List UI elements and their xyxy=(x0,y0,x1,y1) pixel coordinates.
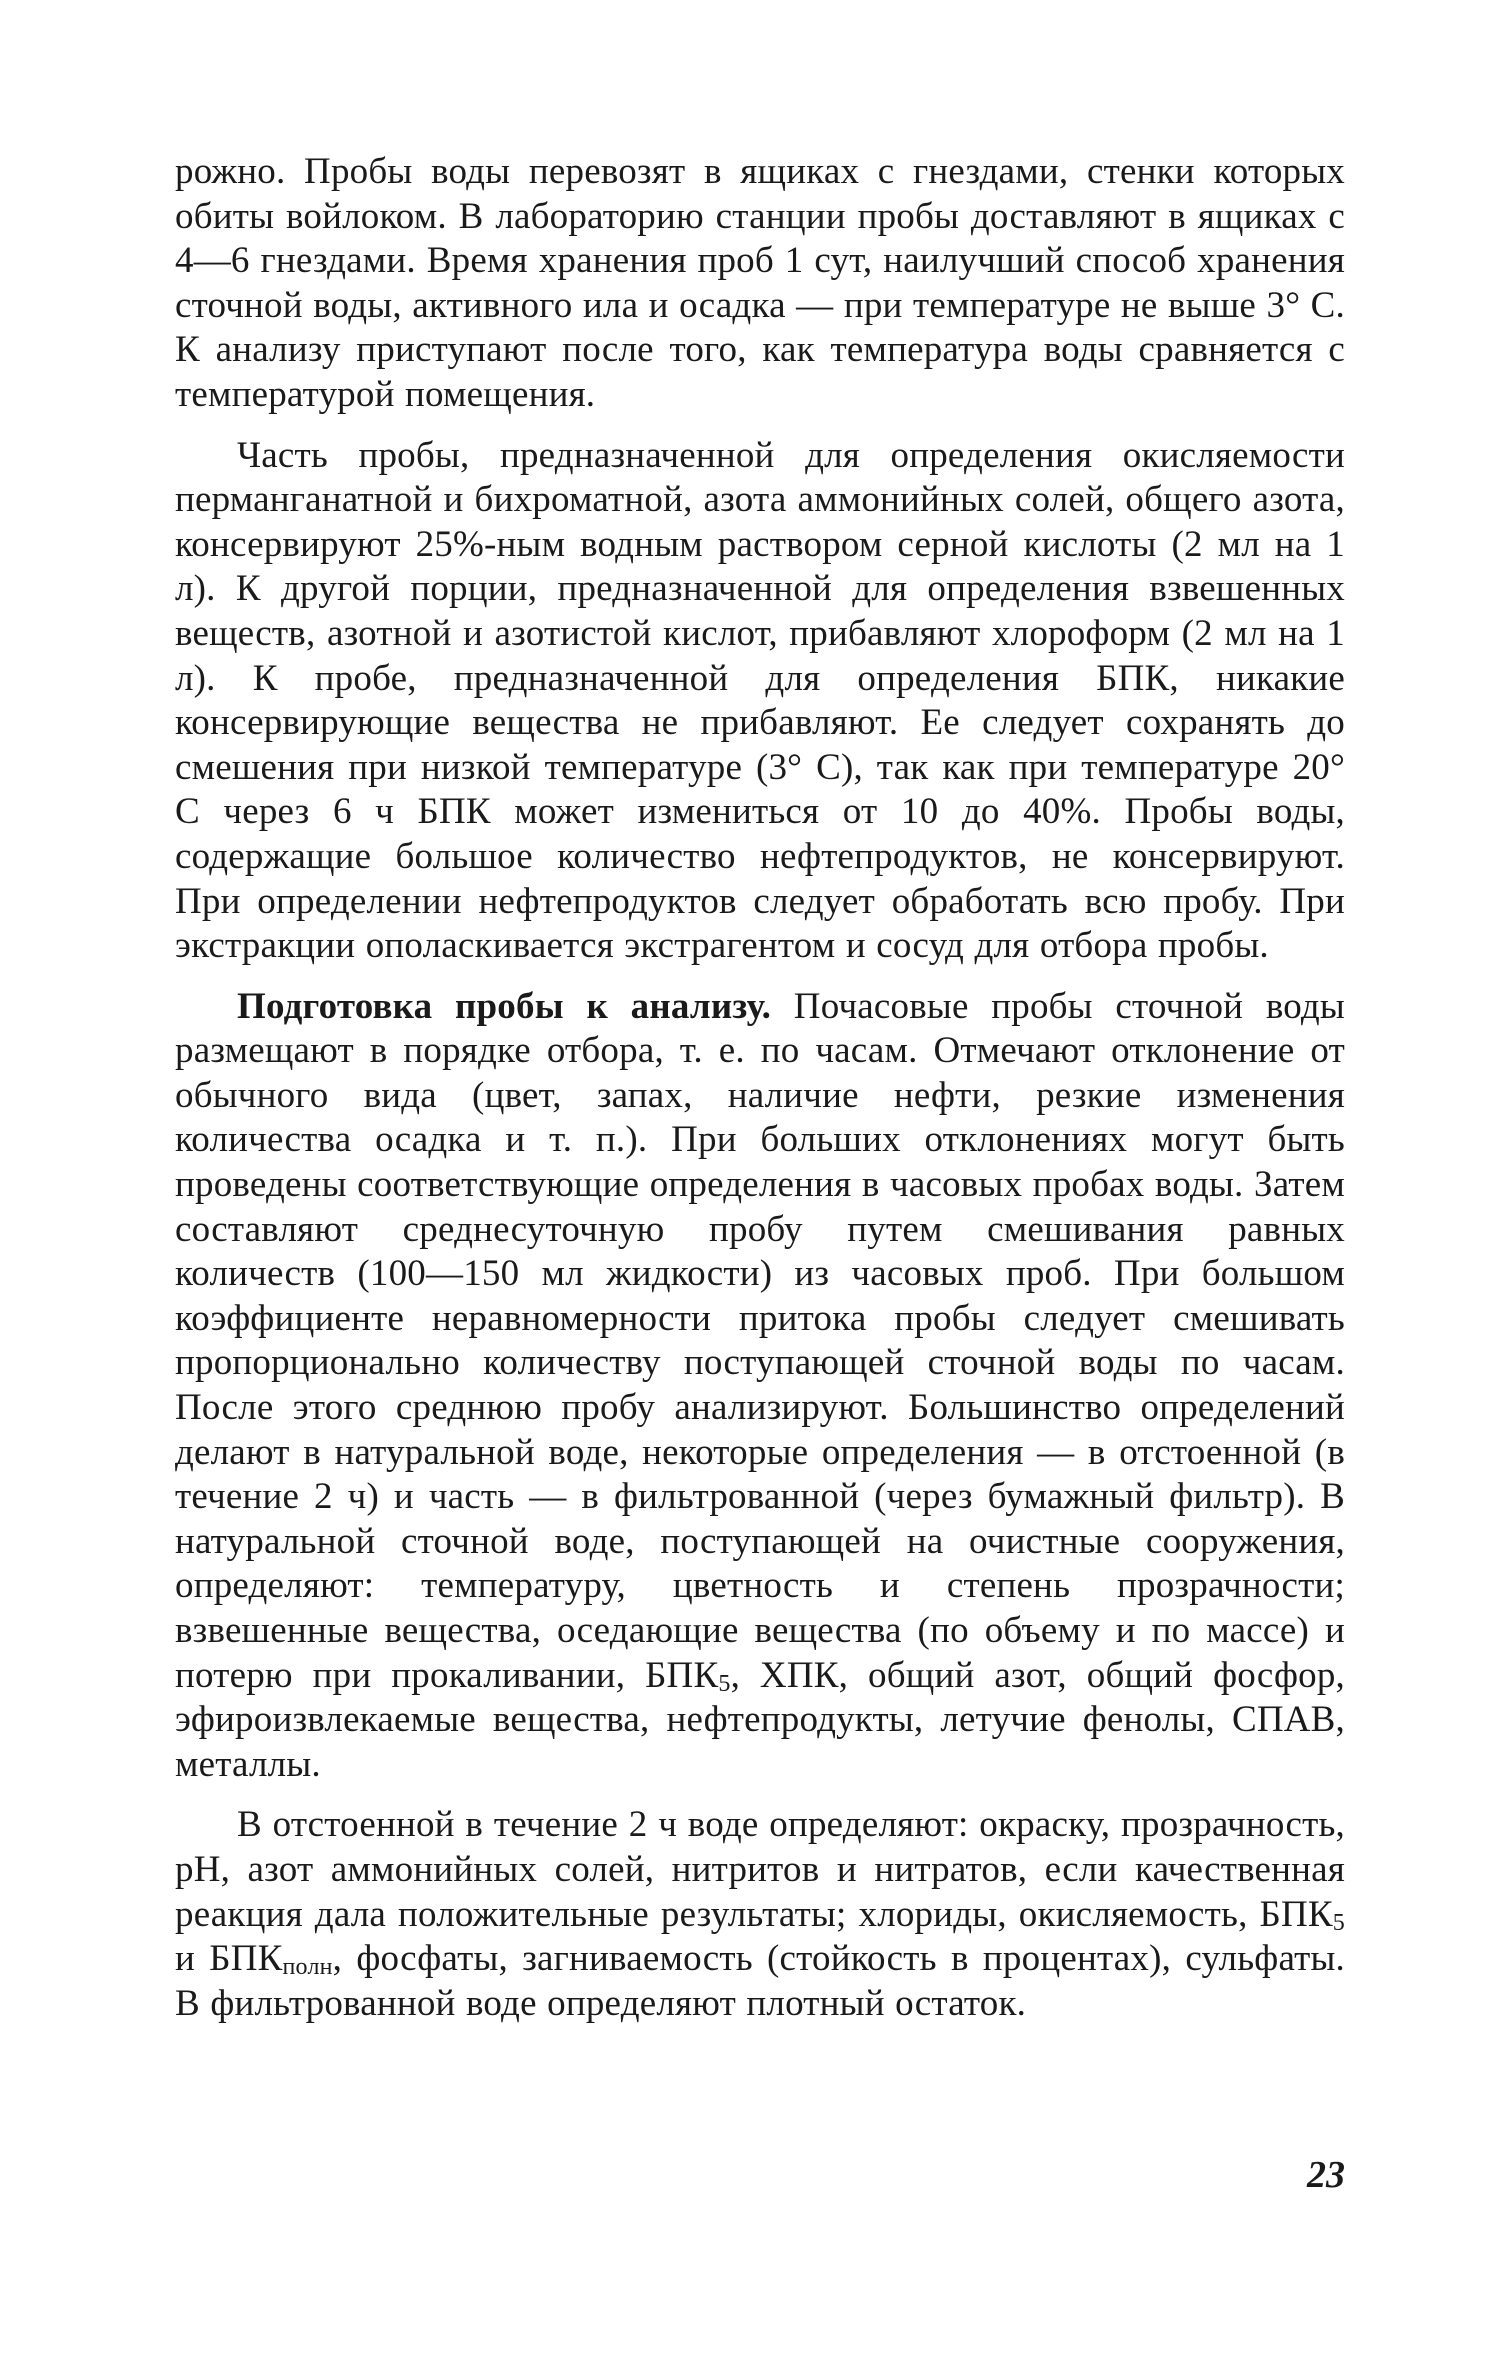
section-heading: Подготовка пробы к анализу. xyxy=(237,985,772,1027)
paragraph-preservation: Часть пробы, предназначенной для определения окисляемости перманганатной и бихроматной, азота аммонийных солей, общего азота, консервируют 25%-ным водным раствором серной кислоты (2 мл на 1 л). К другой порции, предназначенной для определения взвешенных веществ, азотной и азотистой кислот, прибавляют хлороформ (2 мл на 1 л). К пробе, предназначенной для определения БПК, никакие консервирующие вещества не прибавляют. Ее следует сохранять до смешения при низкой температуре (3° С), так как при температуре 20° С через 6 ч БПК может измениться от 10 до 40%. Пробы воды, содержащие большое количество нефтепродуктов, не консервируют. При определении нефтепродуктов следует обработать всю пробу. При экстракции ополаскивается экстрагентом и сосуд для отбора пробы. xyxy=(175,434,1345,967)
paragraph-text: , ХПК, общий азот, общий фосфор, эфироизвлекаемые вещества, нефтепродукты, летучие фенолы, СПАВ, металлы. xyxy=(175,1654,1345,1785)
paragraph-text: и БПК xyxy=(175,1938,283,1980)
paragraph-text: Почасовые пробы сточной воды размещают в порядке отбора, т. е. по часам. Отмечают отклонение от обычного вида (цвет, запах, наличие нефти, резкие изменения количества осадка и т. п.). При больших отклонениях могут быть проведены соответствующие определения в часовых пробах воды. Затем составляют среднесуточную пробу путем смешивания равных количеств (100—150 мл жидкости) из часовых проб. При большом коэффициенте неравномерности притока пробы следует смешивать пропорционально количеству поступающей сточной воды по часам. После этого среднюю пробу анализируют. Большинство определений делают в натуральной воде, некоторые определения — в отстоенной (в течение 2 ч) и часть — в фильтрованной (через бумажный фильтр). В натуральной сточной воде, поступающей на очистные сооружения, определяют: температуру, цветность и степень прозрачности; взвешенные вещества, оседающие вещества (по объему и по массе) и потерю при прокаливании, БПК xyxy=(175,985,1345,1696)
document-page xyxy=(175,150,1345,2026)
page-number: 23 xyxy=(1307,2154,1345,2196)
paragraph-text: , фосфаты, загниваемость (стойкость в процентах), сульфаты. В фильтрованной воде определяют плотный остаток. xyxy=(175,1938,1345,2024)
subscript: 5 xyxy=(1332,1909,1345,1936)
paragraph-settled-water xyxy=(175,1803,1345,2026)
paragraph-sample-preparation xyxy=(175,985,1345,1788)
subscript: 5 xyxy=(718,1670,731,1697)
paragraph-text: В отстоенной в течение 2 ч воде определяют: окраску, прозрачность, pH, азот аммонийных солей, нитритов и нитратов, если качественная реакция дала положительные результаты; хлориды, окисляемость, БПК xyxy=(175,1804,1345,1935)
subscript: полн xyxy=(282,1954,333,1981)
paragraph-sample-transport: рожно. Пробы воды перевозят в ящиках с гнездами, стенки которых обиты войлоком. В лабораторию станции пробы доставляют в ящиках с 4—6 гнездами. Время хранения проб 1 сут, наилучший способ хранения сточной воды, активного ила и осадка — при температуре не выше 3° С. К анализу приступают после того, как температура воды сравняется с температурой помещения. xyxy=(175,151,1345,415)
